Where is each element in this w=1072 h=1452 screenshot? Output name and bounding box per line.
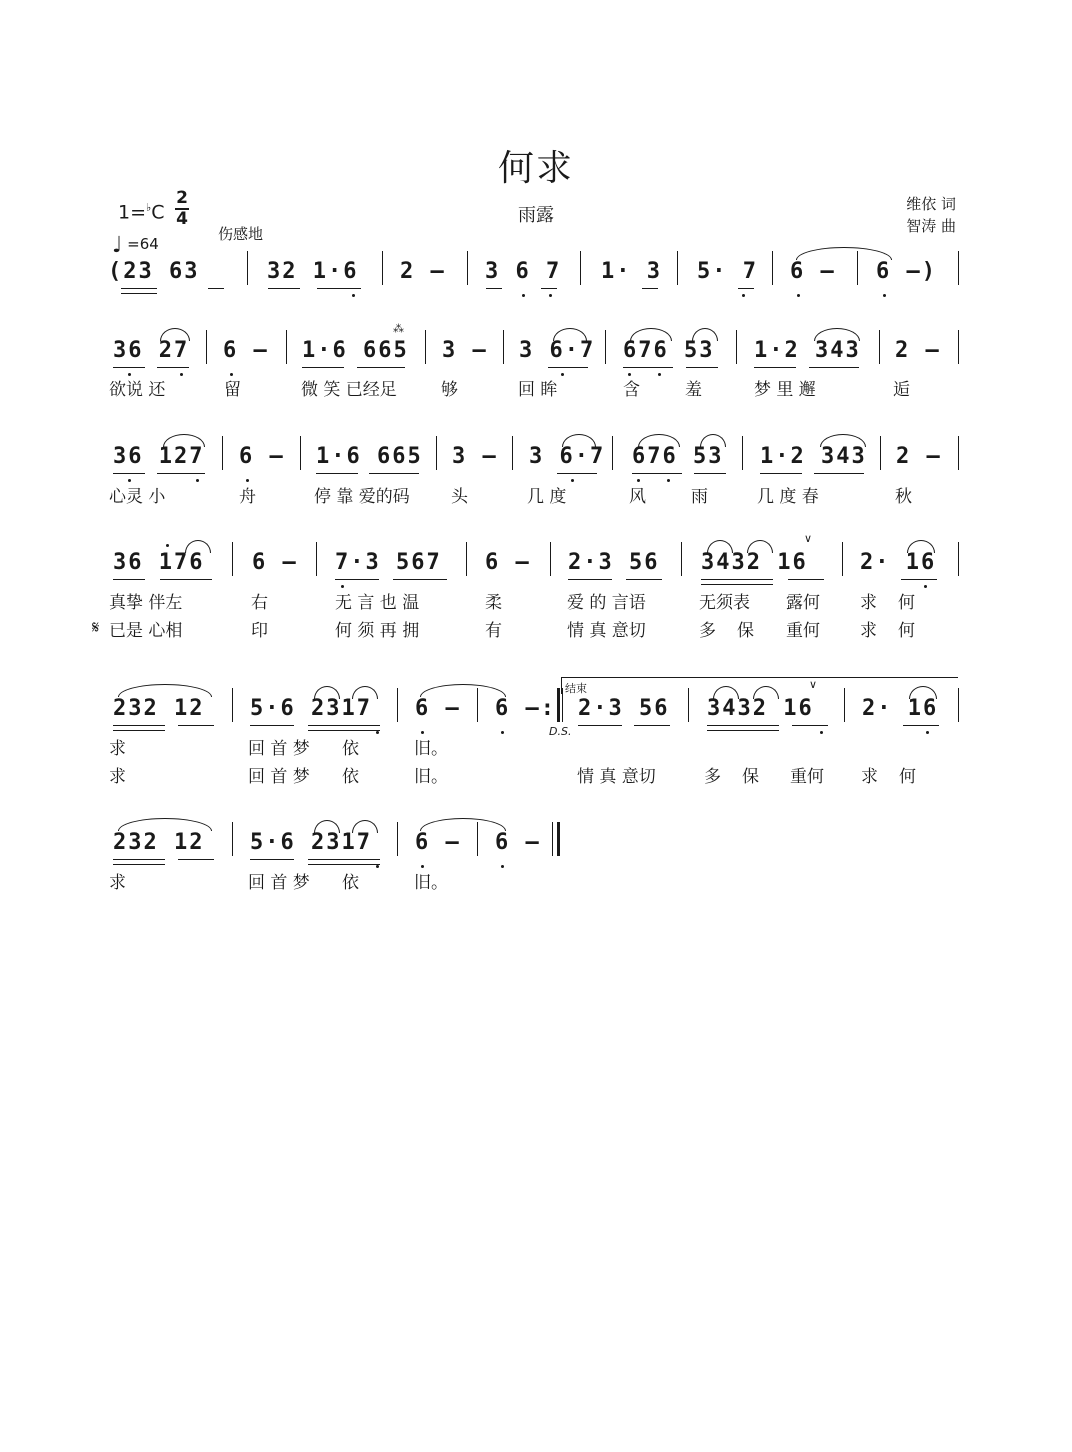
measure: 7·3 567 <box>335 550 442 575</box>
measure: 2· 16 <box>862 696 939 721</box>
measure: 6 – <box>239 444 285 469</box>
measure: 36 127 <box>113 444 205 469</box>
measure: 2·3 56 <box>578 696 670 721</box>
quarter-note-icon: ♩ <box>112 233 123 258</box>
composer-credit: 智涛 曲 <box>906 217 956 235</box>
measure: 6 – <box>415 830 461 855</box>
measure: 6 – <box>790 259 836 284</box>
score-row-6 <box>0 828 1072 888</box>
segno-icon: 𝄋 <box>92 618 100 638</box>
measure: 5·6 2317 <box>250 696 372 721</box>
measure: 3432 16 <box>701 550 808 575</box>
measure: 5·6 2317 <box>250 830 372 855</box>
da-segno-marking: D.S. <box>549 725 572 738</box>
ending-label: 结束 <box>565 682 587 695</box>
time-signature-top: 2 <box>176 188 188 208</box>
measure: 3 6 7 <box>485 259 562 284</box>
measure: 3432 16 <box>707 696 814 721</box>
measure: 36 176 <box>113 550 205 575</box>
tempo-marking <box>112 233 159 258</box>
time-signature-bottom: 4 <box>176 209 188 229</box>
tempo-value: =64 <box>127 235 159 253</box>
measure: 3 6·7 <box>529 444 606 469</box>
key-signature: 1=♭C <box>118 201 165 224</box>
lyricist-credit: 维依 词 <box>906 195 956 213</box>
measure: 32 1·6 <box>267 259 359 284</box>
measure: 1·2 343 <box>760 444 867 469</box>
song-title: 何求 <box>497 148 574 189</box>
measure: 36 27 <box>113 338 190 363</box>
time-signature <box>174 189 190 229</box>
measure: 232 12 <box>113 830 205 855</box>
measure: 676 53 <box>632 444 724 469</box>
breath-mark-icon: ∨ <box>809 678 818 691</box>
measure: 6 –: <box>495 696 556 721</box>
mordent-icon: ⁂ <box>393 322 404 335</box>
measure: 2 – <box>895 338 941 363</box>
measure: 3 6·7 <box>519 338 596 363</box>
measure: 2· 16 <box>860 550 937 575</box>
measure: 1·2 343 <box>754 338 861 363</box>
score-page: 何求 雨露 维依 词 智涛 曲 1=♭C 2 4 ♩ =64 伤感地 (23 63 32 1·6 2 – 3 6 7 1· 3 5· 7 6 – 6 –) 36 27 6 – 1·6 665 3 – 3 6·7 676 53 1·2 343 2 – ⁂ 欲说 还 留 微 笑 已经足 够 回 眸 含 羞 梦 里 邂 逅 36 127 6 – 1·6 665 3 – 3 6·7 676 53 1·2 343 2 – 心灵 小 舟 停 靠 爱的码 头 几 度 风 雨 几 度 春 秋 36 176 6 – 7·3 567 6 – 2·3 56 3432 16 2· 16 ∨ 真挚 伴左 右 无 言 也 温 柔 爱 的 言语 无须表 露何 求 何 𝄋 已是 心相 印 何 须 再 拥 有 情 真 意切 多 保 重何 求 何 结束 232 12 5·6 2317 6 – 6 –: 2·3 56 3432 16 2· 16 ∨ D.S. 求 回 首 梦 依 旧。 求 回 首 梦 依 旧。 情 真 意切 多 保 重何 求 何 232 12 5·6 2317 6 – 6 – 求 回 首 梦 依 旧。 <box>0 0 1072 1452</box>
measure: 232 12 <box>113 696 205 721</box>
singer-name: 雨露 <box>518 205 554 226</box>
measure: (23 63 <box>108 259 200 284</box>
expression-marking: 伤感地 <box>218 225 264 243</box>
measure: 1·6 665 <box>302 338 409 363</box>
measure: 2 – <box>896 444 942 469</box>
measure: 676 53 <box>623 338 715 363</box>
measure: 6 – <box>495 830 541 855</box>
measure: 6 – <box>223 338 269 363</box>
breath-mark-icon: ∨ <box>804 532 813 545</box>
measure: 6 – <box>252 550 298 575</box>
measure: 3 – <box>442 338 488 363</box>
measure: 6 – <box>485 550 531 575</box>
measure: 2·3 56 <box>568 550 660 575</box>
measure: 6 – <box>415 696 461 721</box>
measure: 5· 7 <box>697 259 758 284</box>
score-row-1 <box>0 257 1072 317</box>
measure: 3 – <box>452 444 498 469</box>
measure: 6 –) <box>876 259 937 284</box>
measure: 2 – <box>400 259 446 284</box>
measure: 1·6 665 <box>316 444 423 469</box>
measure: 1· 3 <box>601 259 662 284</box>
